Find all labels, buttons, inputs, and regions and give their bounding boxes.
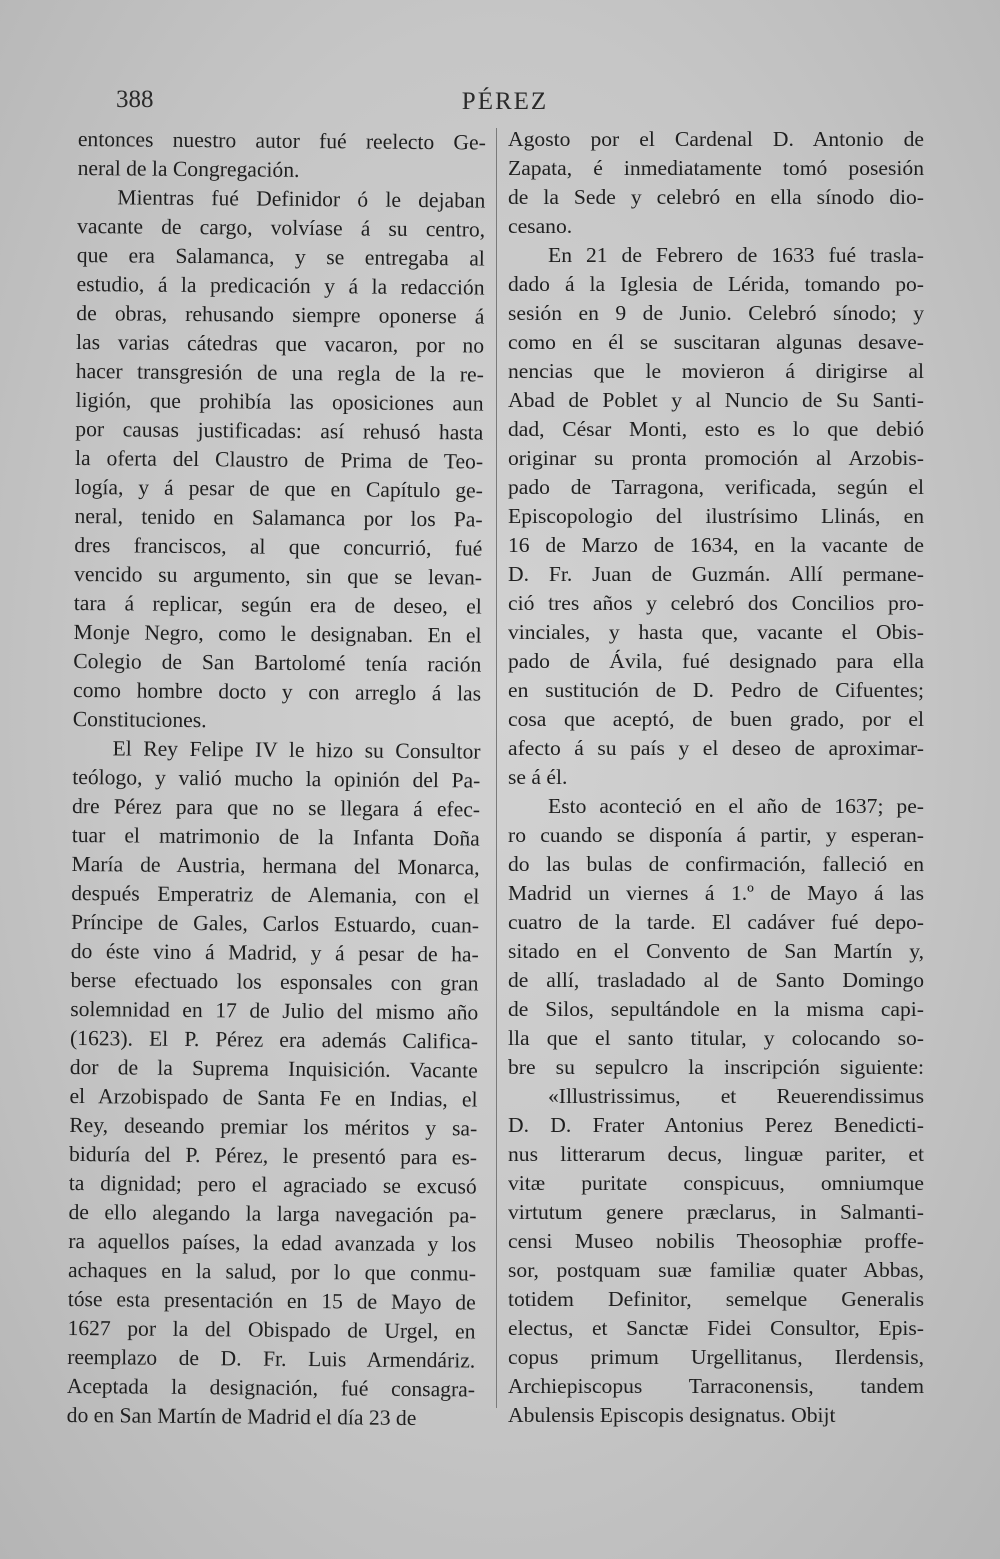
text-line: cesano. [508, 214, 573, 238]
text-line: (1623). El P. Pérez era además Califica- [69, 1025, 479, 1054]
page-number: 388 [116, 86, 154, 113]
text-line: «Illustrissimus, et Reuerendissimus [548, 1084, 924, 1108]
text-line: electus, et Sanctæ Fidei Consultor, Epis- [508, 1316, 924, 1340]
text-line: Rey, deseando premiar los méritos y sa- [69, 1112, 478, 1141]
text-line: logía, y á pesar de que en Capítulo ge- [74, 474, 483, 503]
text-line: reemplazo de D. Fr. Luis Armendáriz. [67, 1344, 476, 1373]
text-line: biduría del P. Pérez, le presentó para es- [68, 1141, 478, 1170]
text-line: por causas justificadas: así rehusó hasta [75, 416, 484, 445]
text-line: se á él. [508, 765, 568, 789]
text-line: entonces nuestro autor fué reelecto Ge- [77, 126, 486, 155]
text-line: Abad de Poblet y al Nuncio de Su Santi- [508, 388, 924, 412]
text-line: de ello alegando la larga navegación pa- [68, 1199, 477, 1228]
text-line: sor, postquam suæ familiæ quater Abbas, [508, 1258, 924, 1282]
text-line: Colegio de San Bartolomé tenía ración [73, 648, 482, 677]
text-line: originar su pronta promoción al Arzobis- [508, 446, 924, 470]
text-line: 1627 por la del Obispado de Urgel, en [67, 1315, 476, 1344]
text-line: pado de Tarragona, verificada, según el [508, 475, 924, 499]
text-line: El Rey Felipe IV le hizo su Consultor [112, 736, 481, 764]
text-line: berse efectuado los esponsales con gran [70, 967, 479, 996]
text-line: después Emperatriz de Alemania, con el [71, 880, 480, 909]
running-head: PÉREZ [461, 88, 549, 115]
text-line: cuatro de la tarde. El cadáver fué depo- [508, 910, 924, 934]
text-line: de Silos, sepultándole en la misma capi- [508, 997, 924, 1021]
text-line: do en San Martín de Madrid el día 23 de [66, 1402, 417, 1431]
text-line: que era Salamanca, y se entregaba al [76, 242, 485, 271]
text-line: ció tres años y celebró dos Concilios pro- [508, 591, 924, 615]
text-line: totidem Definitor, semelque Generalis [508, 1287, 924, 1311]
text-line: copus primum Urgellitanus, Ilerdensis, [508, 1345, 924, 1369]
text-line: Abulensis Episcopis designatus. Obijt [508, 1403, 836, 1427]
text-line: de allí, trasladado al de Santo Domingo [508, 968, 924, 992]
text-line: ligión, que prohibía las oposiciones aun [75, 387, 484, 416]
text-line: afecto á su país y el deseo de aproximar- [508, 736, 924, 760]
text-line: Aceptada la designación, fué consagra- [66, 1373, 476, 1402]
text-line: lla que el santo titular, y colocando so- [508, 1026, 924, 1050]
text-line: dres franciscos, al que concurrió, fué [74, 532, 483, 561]
text-line: ta dignidad; pero el agraciado se excusó [68, 1170, 477, 1199]
text-line: como en él se suscitaran algunas desave- [508, 330, 924, 354]
text-line: Esto aconteció en el año de 1637; pe- [548, 794, 924, 818]
text-line: el Arzobispado de Santa Fe en Indias, el [69, 1083, 478, 1112]
column-divider [496, 128, 497, 1408]
text-line: Mientras fué Definidor ó le dejaban [117, 185, 486, 213]
text-line: vencido su argumento, sin que se levan- [73, 561, 483, 590]
text-line: solemnidad en 17 de Julio del mismo año [70, 996, 479, 1025]
text-line: dado á la Iglesia de Lérida, tomando po- [508, 272, 924, 296]
text-line: sitado en el Convento de San Martín y, [508, 939, 924, 963]
text-line: hacer transgresión de una regla de la re- [75, 358, 484, 387]
text-line: sesión en 9 de Junio. Celebró sínodo; y [508, 301, 924, 325]
text-line: En 21 de Febrero de 1633 fué trasla- [548, 243, 924, 267]
text-line: Zapata, é inmediatamente tomó posesión [508, 156, 924, 180]
text-line: la oferta del Claustro de Prima de Teo- [74, 445, 484, 474]
text-line: Monje Negro, como le designaban. En el [73, 619, 482, 648]
text-line: en sustitución de D. Pedro de Cifuentes; [508, 678, 924, 702]
text-line: de obras, rehusando siempre oponerse á [76, 300, 485, 329]
text-line: Príncipe de Gales, Carlos Estuardo, cuan- [70, 909, 480, 938]
text-line: D. Fr. Juan de Guzmán. Allí permane- [508, 562, 924, 586]
text-line: neral, tenido en Salamanca por los Pa- [74, 503, 483, 532]
text-line: tara á replicar, según era de deseo, el [73, 590, 482, 619]
text-line: de la Sede y celebró en ella sínodo dio- [508, 185, 924, 209]
text-line: ro cuando se disponía á partir, y esperan- [508, 823, 924, 847]
text-line: Constituciones. [72, 706, 207, 733]
text-line: Episcopologio del ilustrísimo Llinás, en [508, 504, 924, 528]
text-line: tóse esta presentación en 15 de Mayo de [67, 1286, 476, 1315]
text-line: dad, César Monti, esto es lo que debió [508, 417, 924, 441]
text-line: do las bulas de confirmación, falleció en [508, 852, 924, 876]
text-line: do éste vino á Madrid, y á pesar de ha- [70, 938, 479, 967]
left-column [66, 125, 486, 1431]
text-line: Archiepiscopus Tarraconensis, tandem [508, 1374, 924, 1398]
text-line: virtutum genere præclarus, in Salmanti- [508, 1200, 924, 1224]
text-line: como hombre docto y con arreglo á las [72, 677, 482, 706]
text-line: Madrid un viernes á 1.º de Mayo á las [508, 881, 924, 905]
text-line: vitæ puritate conspicuus, omniumque [508, 1171, 924, 1195]
text-line: bre su sepulcro la inscripción siguiente: [508, 1055, 924, 1079]
text-line: teólogo, y valió mucho la opinión del Pa- [72, 764, 481, 793]
text-line: censi Museo nobilis Theosophiæ proffe- [508, 1229, 924, 1253]
text-line: 16 de Marzo de 1634, en la vacante de [508, 533, 924, 557]
text-line: vinciales, y hasta que, vacante el Obis- [508, 620, 924, 644]
text-line: cosa que aceptó, de buen grado, por el [508, 707, 924, 731]
text-line: estudio, á la predicación y á la redacción [76, 271, 485, 300]
text-line: D. D. Frater Antonius Perez Benedicti- [508, 1113, 924, 1137]
text-line: Agosto por el Cardenal D. Antonio de [508, 127, 924, 151]
text-line: nencias que le movieron á dirigirse al [508, 359, 924, 383]
text-line: las varias cátedras que vacaron, por no [76, 329, 485, 358]
text-line: achaques en la salud, por lo que conmu- [67, 1257, 477, 1286]
text-line: pado de Ávila, fué designado para ella [508, 649, 924, 673]
text-line: vacante de cargo, volvíase á su centro, [77, 213, 486, 242]
text-line: dor de la Suprema Inquisición. Vacante [69, 1054, 478, 1083]
text-line: ra aquellos países, la edad avanzada y los [68, 1228, 477, 1257]
text-line: María de Austria, hermana del Monarca, [71, 851, 480, 880]
text-line: tuar el matrimonio de la Infanta Doña [71, 822, 480, 851]
text-line: neral de la Congregación. [77, 155, 300, 182]
right-column [508, 125, 924, 1427]
text-line: nus litterarum decus, linguæ pariter, et [508, 1142, 924, 1166]
text-line: dre Pérez para que no se llegara á efec- [71, 793, 481, 822]
